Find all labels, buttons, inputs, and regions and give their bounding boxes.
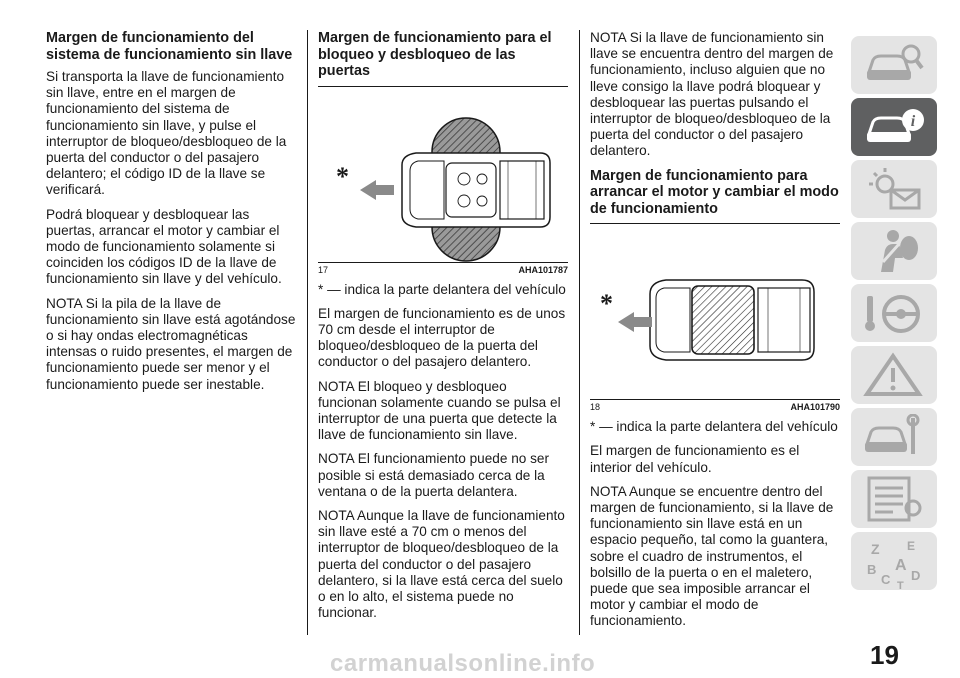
front-direction-arrow xyxy=(618,312,652,332)
figure-17 xyxy=(318,87,568,262)
tab-index[interactable] xyxy=(851,532,937,590)
note-paragraph: NOTA Si la pila de la llave de funcionamiento sin llave está agotándose o si hay ondas electromagnéticas intensas o ruido presentes, el margen de funcionamiento puede ser menor y el funcionamiento puede ser inestable. xyxy=(46,295,296,392)
section-heading-door-lock-range: Margen de funcionamiento para el bloqueo y desbloqueo de las puertas xyxy=(318,30,552,79)
paragraph: El margen de funcionamiento es de unos 70 cm desde el interruptor de bloqueo/desbloqueo de la puerta del conductor o del pasajero delantero. xyxy=(318,305,566,370)
figure-18 xyxy=(590,224,840,399)
front-direction-arrow xyxy=(360,180,394,200)
paragraph: Podrá bloquear y desbloquear las puertas, arrancar el motor y cambiar el modo de funcionamiento solamente si coinciden los códigos ID de la llave de funcionamiento sin llave y del vehículo. xyxy=(46,206,282,287)
index-letter: A xyxy=(895,557,907,574)
interior-range-zone xyxy=(692,286,754,354)
note-paragraph: NOTA Aunque se encuentre dentro del margen de funcionamiento, si la llave de funcionamiento sin llave está en un espacio pequeño, tal como la guantera, sobre el cuadro de instrumentos, el bolsillo de la puerta o en el maletero, puede que sea imposible arrancar el motor y cambiar el modo de funcionamiento. xyxy=(590,483,834,629)
tab-warning-lights[interactable] xyxy=(851,160,937,218)
index-letter: Z xyxy=(871,541,880,557)
front-marker-asterisk: * xyxy=(600,289,613,319)
car-info-icon xyxy=(863,104,925,150)
svg-text:i: i xyxy=(910,113,916,130)
index-letter: E xyxy=(907,539,916,553)
tab-car-info[interactable] xyxy=(851,98,937,156)
watermark: carmanualsonline.info xyxy=(330,650,596,677)
tab-emergency[interactable] xyxy=(851,346,937,404)
note-paragraph: NOTA Aunque la llave de funcionamiento sin llave esté a 70 cm o menos del interruptor de bloqueo/desbloqueo de la puerta del conductor o del pasajero delantero, si la llave está cerca del suelo o en lo alto, el sistema puede no funcionar. xyxy=(318,507,565,621)
figure-legend: * — indica la parte delantera del vehículo xyxy=(590,419,838,435)
airbag-person-icon xyxy=(863,228,925,274)
column-divider xyxy=(307,30,308,635)
note-paragraph: NOTA El funcionamiento puede no ser posible si está demasiado cerca de la ventana o de la puerta delantera. xyxy=(318,451,549,499)
page-number: 19 xyxy=(870,640,899,670)
front-marker-asterisk: * xyxy=(336,161,349,191)
truck-top-view-door-range-illustration xyxy=(318,87,568,262)
figure-code: AHA101790 xyxy=(790,402,840,413)
truck-top-view-interior-range-illustration xyxy=(590,224,840,399)
figure-number: 17 xyxy=(318,264,329,275)
paragraph: Si transporta la llave de funcionamiento sin llave, entre en el margen de funcionamiento del sistema de funcionamiento sin llave, y pulse el interruptor de bloqueo/desbloqueo de la puerta del conductor o del pasajero delantero; el código ID de la llave se verificará. xyxy=(46,69,287,198)
index-letter: T xyxy=(897,580,904,590)
truck-body xyxy=(402,153,550,227)
figure-code: AHA101787 xyxy=(518,264,568,275)
column-middle xyxy=(318,30,568,629)
figure-number: 18 xyxy=(590,402,601,413)
index-letter: D xyxy=(911,568,921,583)
alphabet-index-icon xyxy=(863,538,925,590)
car-search-icon xyxy=(863,42,925,88)
warning-triangle-icon xyxy=(863,352,925,398)
figure-caption xyxy=(318,262,568,276)
specs-list-icon xyxy=(863,476,925,522)
figure-caption xyxy=(590,399,840,413)
figure-legend: * — indica la parte delantera del vehículo xyxy=(318,281,566,297)
note-paragraph: NOTA Si la llave de funcionamiento sin llave se encuentra dentro del margen de funcionamiento, incluso alguien que no lleve consigo la llave podrá bloquear y desbloquear las puertas pulsando el interruptor de bloqueo/desbloqueo de la puerta del conductor o del pasajero delantero. xyxy=(590,30,834,159)
warning-lights-icon xyxy=(863,166,925,212)
tab-maintenance[interactable] xyxy=(851,408,937,466)
paragraph: El margen de funcionamiento es el interior del vehículo. xyxy=(590,443,800,475)
column-left xyxy=(46,30,296,401)
column-divider xyxy=(579,30,580,635)
steering-key-icon xyxy=(863,290,925,336)
section-heading-start-engine-range: Margen de funcionamiento para arrancar el motor y cambiar el modo de funcionamiento xyxy=(590,167,839,217)
tab-starting-driving[interactable] xyxy=(851,284,937,342)
tab-car-search[interactable] xyxy=(851,36,937,94)
column-right xyxy=(590,30,840,638)
tab-technical-data[interactable] xyxy=(851,470,937,528)
section-heading-keyless-range: Margen de funcionamiento del sistema de funcionamiento sin llave xyxy=(46,30,293,63)
car-tools-icon xyxy=(863,414,925,460)
tab-safety[interactable] xyxy=(851,222,937,280)
index-letter: B xyxy=(867,562,877,577)
index-letter: C xyxy=(881,572,891,587)
note-paragraph: NOTA El bloqueo y desbloqueo funcionan solamente cuando se pulsa el interruptor de una puerta que detecte la llave de funcionamiento sin llave. xyxy=(318,378,561,443)
